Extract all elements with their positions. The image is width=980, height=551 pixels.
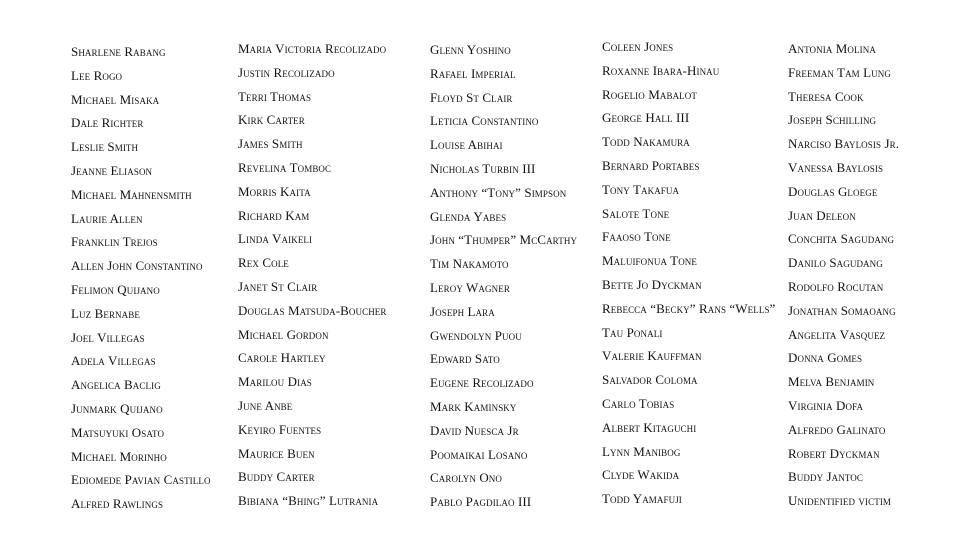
name-entry: Bernard Portabes bbox=[602, 157, 700, 173]
name-entry: Rebecca “Becky” Rans “Wells” bbox=[602, 300, 776, 316]
name-entry: Jonathan Somaoang bbox=[788, 302, 896, 318]
name-entry: Luz Bernabe bbox=[71, 305, 140, 321]
name-entry: Marilou Dias bbox=[238, 374, 312, 390]
name-entry: Eugene Recolizado bbox=[430, 375, 534, 391]
name-entry: Laurie Allen bbox=[71, 210, 143, 226]
name-entry: Adela Villegas bbox=[71, 353, 156, 369]
name-column-2 bbox=[238, 37, 387, 513]
name-entry: Janet St Clair bbox=[238, 278, 318, 294]
name-entry: Tim Nakamoto bbox=[430, 256, 509, 272]
name-entry: Michael Gordon bbox=[238, 326, 329, 342]
name-entry: Robert Dyckman bbox=[788, 445, 880, 461]
name-entry: Carolyn Ono bbox=[430, 470, 503, 486]
name-entry: Rafael Imperial bbox=[430, 65, 516, 81]
name-entry: Edward Sato bbox=[430, 351, 500, 367]
name-entry: Nicholas Turbin III bbox=[430, 160, 536, 176]
name-entry: Salote Tone bbox=[602, 205, 670, 221]
name-entry: Leticia Constantino bbox=[430, 113, 539, 129]
name-column-1 bbox=[71, 40, 211, 516]
name-entry: Tony Takafua bbox=[602, 181, 680, 197]
name-entry: Valerie Kauffman bbox=[602, 348, 702, 364]
name-entry: Tau Ponali bbox=[602, 324, 663, 340]
name-entry: Donna Gomes bbox=[788, 350, 863, 366]
name-entry: David Nuesca Jr bbox=[430, 422, 519, 438]
name-entry: Jeanne Eliason bbox=[71, 162, 153, 178]
name-entry: Michael Morinho bbox=[71, 448, 167, 464]
name-entry: Buddy Carter bbox=[238, 469, 315, 485]
name-entry: Maluifonua Tone bbox=[602, 253, 698, 269]
name-entry: Rogelio Mabalot bbox=[602, 86, 697, 102]
name-entry: Buddy Jantoc bbox=[788, 469, 864, 485]
name-entry: Clyde Wakida bbox=[602, 467, 680, 483]
name-entry: Angelita Vasquez bbox=[788, 326, 886, 342]
name-entry: Leroy Wagner bbox=[430, 279, 510, 295]
name-entry: George Hall III bbox=[602, 110, 690, 126]
name-entry: Unidentified victim bbox=[788, 493, 892, 509]
name-entry: Coleen Jones bbox=[602, 39, 674, 54]
name-entry: Douglas Gloege bbox=[788, 183, 878, 199]
name-entry: Vanessa Baylosis bbox=[788, 159, 884, 175]
name-entry: Anthony “Tony” Simpson bbox=[430, 184, 567, 200]
name-entry: Joseph Lara bbox=[430, 303, 495, 319]
name-entry: Dale Richter bbox=[71, 115, 144, 131]
name-entry: Sharlene Rabang bbox=[71, 44, 166, 59]
name-entry: Terri Thomas bbox=[238, 88, 312, 104]
name-entry: Theresa Cook bbox=[788, 88, 864, 104]
name-entry: Pablo Pagdilao III bbox=[430, 494, 532, 510]
name-entry: Salvador Coloma bbox=[602, 372, 698, 388]
name-entry: Poomaikai Losano bbox=[430, 446, 528, 462]
name-entry: Antonia Molina bbox=[788, 41, 876, 56]
name-entry: Revelina Tomboc bbox=[238, 159, 332, 175]
name-entry: Conchita Sagudang bbox=[788, 231, 895, 247]
name-column-5 bbox=[788, 37, 899, 513]
name-entry: Floyd St Clair bbox=[430, 89, 513, 105]
name-entry: Virginia Dofa bbox=[788, 397, 864, 413]
name-entry: Mark Kaminsky bbox=[430, 398, 517, 414]
name-entry: Bibiana “Bhing” Lutrania bbox=[238, 493, 379, 509]
name-entry: Alfred Rawlings bbox=[71, 496, 164, 512]
name-entry: Faaoso Tone bbox=[602, 229, 671, 245]
name-entry: Michael Misaka bbox=[71, 91, 160, 107]
name-entry: Linda Vaikeli bbox=[238, 231, 313, 247]
name-entry: James Smith bbox=[238, 136, 303, 152]
name-entry: Felimon Quijano bbox=[71, 281, 160, 297]
name-entry: Douglas Matsuda-Boucher bbox=[238, 302, 387, 318]
name-entry: Lee Rogo bbox=[71, 67, 123, 83]
name-entry: Todd Nakamura bbox=[602, 134, 690, 150]
name-entry: Todd Yamafuji bbox=[602, 491, 682, 507]
name-entry: Junmark Quijano bbox=[71, 400, 163, 416]
name-entry: Maria Victoria Recolizado bbox=[238, 41, 387, 56]
name-entry: Juan Deleon bbox=[788, 207, 856, 223]
name-entry: Leslie Smith bbox=[71, 139, 139, 155]
name-entry: Justin Recolizado bbox=[238, 64, 335, 80]
name-entry: Joseph Schilling bbox=[788, 112, 877, 128]
name-entry: Carole Hartley bbox=[238, 350, 326, 366]
name-entry: Ediomede Pavian Castillo bbox=[71, 472, 211, 488]
name-entry: Albert Kitaguchi bbox=[602, 419, 697, 435]
name-entry: Rex Cole bbox=[238, 255, 289, 271]
name-entry: Louise Abihai bbox=[430, 137, 503, 153]
name-entry: Danilo Sagudang bbox=[788, 255, 883, 271]
name-entry: Matsuyuki Osato bbox=[71, 424, 165, 440]
name-entry: Maurice Buen bbox=[238, 445, 315, 461]
name-entry: June Anbe bbox=[238, 397, 293, 413]
name-entry: Allen John Constantino bbox=[71, 258, 203, 274]
name-entry: Morris Kaita bbox=[238, 183, 311, 199]
name-entry: Michael Mahnensmith bbox=[71, 186, 192, 202]
name-entry: Freeman Tam Lung bbox=[788, 64, 891, 80]
name-entry: Keyiro Fuentes bbox=[238, 421, 322, 437]
name-entry: Rodolfo Rocutan bbox=[788, 278, 884, 294]
name-entry: Gwendolyn Puou bbox=[430, 327, 522, 343]
name-entry: Melva Benjamin bbox=[788, 374, 875, 390]
name-entry: Kirk Carter bbox=[238, 112, 305, 128]
name-entry: Joel Villegas bbox=[71, 329, 145, 345]
name-column-3 bbox=[430, 38, 577, 514]
name-entry: John “Thumper” McCarthy bbox=[430, 232, 578, 248]
name-entry: Franklin Trejos bbox=[71, 234, 158, 250]
name-entry: Roxanne Ibara-Hinau bbox=[602, 62, 720, 78]
name-entry: Narciso Baylosis Jr. bbox=[788, 136, 900, 152]
name-entry: Lynn Manibog bbox=[602, 443, 681, 459]
name-entry: Alfredo Galinato bbox=[788, 421, 886, 437]
name-entry: Bette Jo Dyckman bbox=[602, 276, 702, 292]
name-column-4 bbox=[602, 35, 775, 511]
name-entry: Glenda Yabes bbox=[430, 208, 507, 224]
name-entry: Richard Kam bbox=[238, 207, 310, 223]
name-entry: Glenn Yoshino bbox=[430, 42, 511, 57]
name-entry: Angelica Baclig bbox=[71, 377, 161, 393]
name-entry: Carlo Tobias bbox=[602, 395, 675, 411]
